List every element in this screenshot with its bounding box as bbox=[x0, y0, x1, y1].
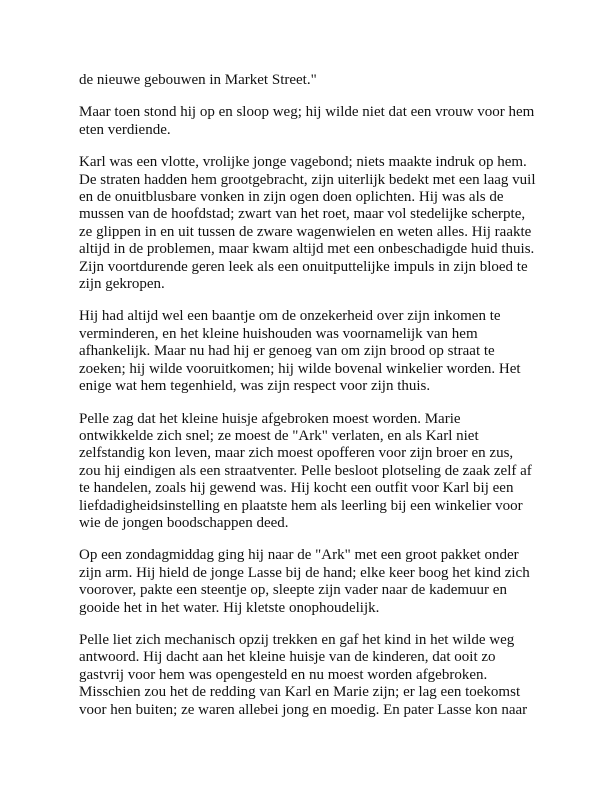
paragraph-6: Op een zondagmiddag ging hij naar de "Ark" met een groot pakket onder zijn arm. Hij hield de jonge Lasse bij de hand; elke keer boog het kind zich voorover, pakte een steentje op, sleepte zijn vader naar de kademuur en gooide het in het water. Hij kletste onophoudelijk. bbox=[79, 547, 530, 616]
paragraph-3: Karl was een vlotte, vrolijke jonge vagebond; niets maakte indruk op hem. De straten hadden hem grootgebracht, zijn uiterlijk bedekt met een laag vuil en de onuitblusbare vonken in zijn ogen doen oplichten. Hij was als de mussen van de hoofdstad; zwart van het roet, maar vol stedelijke scherpte, ze glippen in en uit tussen de zware wagenwielen en weten alles. Hij raakte altijd in de problemen, maar kwam altijd met een onbeschadigde huid thuis. Zijn voortdurende geren leek als een onuitputtelijke impuls in zijn bloed te zijn gekropen. bbox=[79, 154, 536, 293]
body-text bbox=[79, 72, 537, 734]
paragraph-7: Pelle liet zich mechanisch opzij trekken en gaf het kind in het wilde weg antwoord. Hij dacht aan het kleine huisje van de kinderen, dat ooit zo gastvrij voor hem was opengesteld en nu moest worden afgebroken. Misschien zou het de redding van Karl en Marie zijn; er lag een toekomst voor hen buiten; ze waren allebei jong en moedig. En pater Lasse kon naar bbox=[79, 631, 528, 718]
paragraph-2: Maar toen stond hij op en sloop weg; hij wilde niet dat een vrouw voor hem eten verdiende. bbox=[79, 104, 535, 138]
paragraph-4: Hij had altijd wel een baantje om de onzekerheid over zijn inkomen te verminderen, en het kleine huishouden was voornamelijk van hem afhankelijk. Maar nu had hij er genoeg van om zijn brood op straat te zoeken; hij wilde vooruitkomen; hij wilde bovenal winkelier worden. Het enige wat hem tegenhield, was zijn respect voor zijn thuis. bbox=[79, 308, 521, 395]
paragraph-1: de nieuwe gebouwen in Market Street." bbox=[79, 72, 317, 88]
paragraph-5: Pelle zag dat het kleine huisje afgebroken moest worden. Marie ontwikkelde zich snel; ze moest de "Ark" verlaten, en als Karl niet zelfstandig kon leven, maar zich moest opofferen voor zijn broer en zus, zou hij eindigen als een straatventer. Pelle besloot plotseling de zaak zelf af te handelen, zoals hij gewend was. Hij kocht een outfit voor Karl bij een liefdadigheidsinstelling en plaatste hem als leerling bij een winkelier voor wie de jongen boodschappen deed. bbox=[79, 410, 532, 531]
